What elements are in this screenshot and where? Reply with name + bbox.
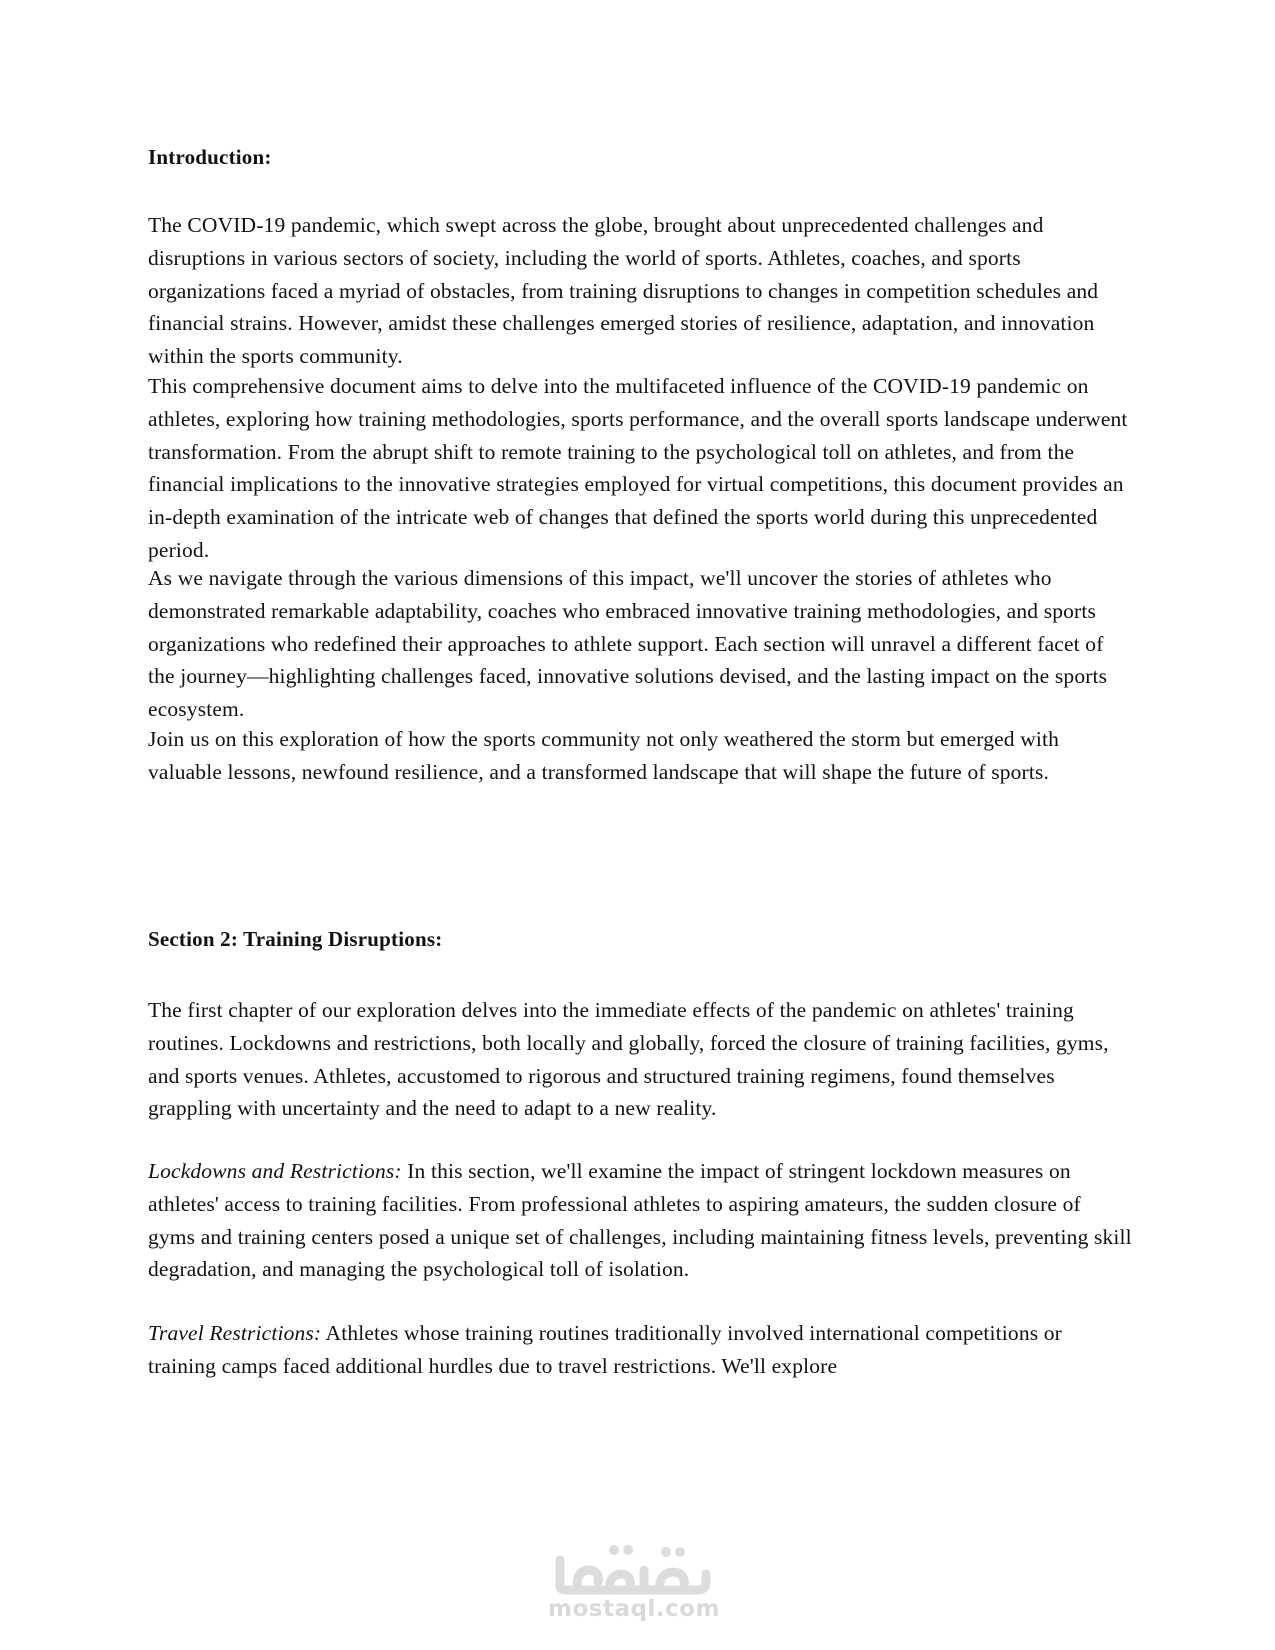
section2-paragraph-1: The first chapter of our exploration delves into the immediate effects of the pandemic on athletes' training routines. Lockdowns and restrictions, both locally and globally, forced the closure of training facilities, gyms, and sports venues. Athletes, accustomed to rigorous and structured training regimens, found themselves grappling with uncertainty and the need to adapt to a new reality. bbox=[148, 998, 1109, 1121]
travel-body: Athletes whose training routines traditionally involved international competitions or training camps faced additional hurdles due to travel restrictions. We'll explore bbox=[148, 1321, 1062, 1378]
intro-paragraph-2: This comprehensive document aims to delve into the multifaceted influence of the COVID-19 pandemic on athletes, exploring how training methodologies, sports performance, and the overall sports landscape underwent transformation. From the abrupt shift to remote training to the psychological toll on athletes, and from the financial implications to the innovative strategies employed for virtual competitions, this document provides an in-depth examination of the intricate web of changes that defined the sports world during this unprecedented period. bbox=[148, 374, 1128, 562]
section2-paragraph-3 bbox=[148, 1317, 1133, 1383]
mostaql-logo-icon bbox=[548, 1530, 718, 1600]
lockdowns-body: In this section, we'll examine the impact of stringent lockdown measures on athletes' access to training facilities. From professional athletes to aspiring amateurs, the sudden closure of gyms and training centers posed a unique set of challenges, including maintaining fitness levels, preventing skill degradation, and managing the psychological toll of isolation. bbox=[148, 1159, 1132, 1282]
section2-heading: Section 2: Training Disruptions: bbox=[148, 927, 443, 951]
document-page bbox=[148, 0, 1133, 1650]
intro-paragraph-4: Join us on this exploration of how the sports community not only weathered the storm but emerged with valuable lessons, newfound resilience, and a transformed landscape that will shape the future of sports. bbox=[148, 727, 1060, 784]
travel-lead: Travel Restrictions: bbox=[148, 1321, 322, 1345]
lockdowns-lead: Lockdowns and Restrictions: bbox=[148, 1159, 402, 1183]
mostaql-watermark bbox=[548, 1530, 718, 1635]
watermark-text: mostaql.com bbox=[548, 1596, 720, 1622]
section2-paragraph-2 bbox=[148, 1155, 1133, 1286]
intro-paragraph-3: As we navigate through the various dimensions of this impact, we'll uncover the stories of athletes who demonstrated remarkable adaptability, coaches who embraced innovative training methodologies, and sports organizations who redefined their approaches to athlete support. Each section will unravel a different facet of the journey—highlighting challenges faced, innovative solutions devised, and the lasting impact on the sports ecosystem. bbox=[148, 566, 1108, 722]
intro-heading: Introduction: bbox=[148, 145, 272, 169]
intro-paragraph-1: The COVID-19 pandemic, which swept across the globe, brought about unprecedented challenges and disruptions in various sectors of society, including the world of sports. Athletes, coaches, and sports organizations faced a myriad of obstacles, from training disruptions to changes in competition schedules and financial strains. However, amidst these challenges emerged stories of resilience, adaptation, and innovation within the sports community. bbox=[148, 213, 1099, 369]
